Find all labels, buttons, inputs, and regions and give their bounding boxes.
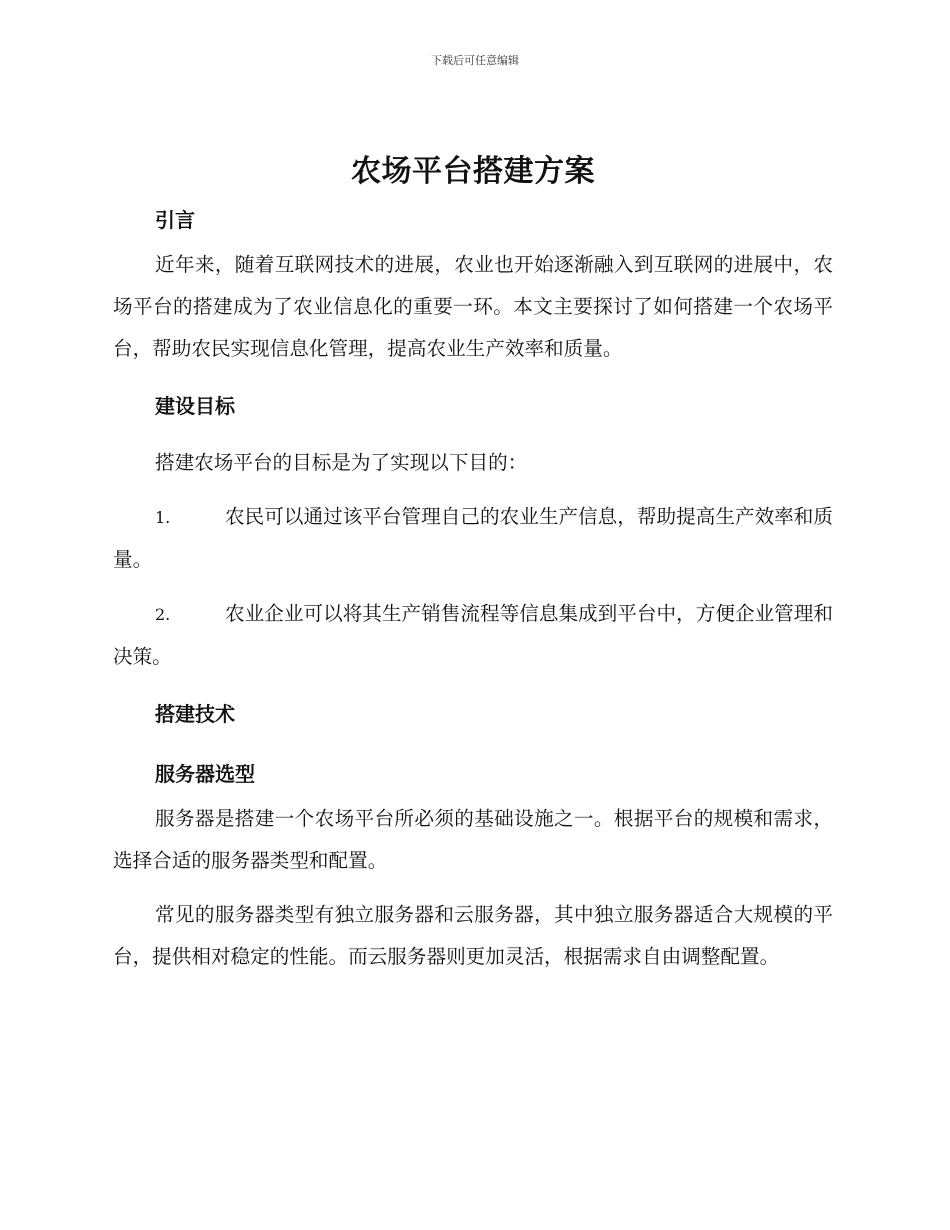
spacer xyxy=(113,678,833,690)
server-paragraph-1: 服务器是搭建一个农场平台所必须的基础设施之一。根据平台的规模和需求，选择合适的服务器类型和配置。 xyxy=(113,807,833,872)
list-number: 1. xyxy=(155,508,171,527)
document-title: 农场平台搭建方案 xyxy=(351,154,595,189)
spacer xyxy=(113,370,833,382)
intro-paragraph: 近年来，随着互联网技术的进展，农业也开始逐渐融入到互联网的进展中，农场平台的搭建成为了农业信息化的重要一环。本文主要探讨了如何搭建一个农场平台，帮助农民实现信息化管理，提高农业生产效率和质量。 xyxy=(113,253,833,360)
spacer xyxy=(113,738,833,750)
list-item xyxy=(113,593,833,678)
list-item xyxy=(113,496,833,581)
server-heading: 服务器选型 xyxy=(155,762,255,786)
tech-heading: 搭建技术 xyxy=(155,702,235,726)
list-number: 2. xyxy=(155,605,171,624)
document-body xyxy=(113,148,833,978)
spacer xyxy=(113,430,833,442)
goal-heading: 建设目标 xyxy=(155,394,235,418)
header-note: 下载后可任意编辑 xyxy=(431,54,519,67)
goal-paragraph: 搭建农场平台的目标是为了实现以下目的： xyxy=(155,451,528,474)
spacer xyxy=(113,484,833,496)
intro-heading: 引言 xyxy=(155,208,195,232)
list-text: 农民可以通过该平台管理自己的农业生产信息，帮助提高生产效率和质量。 xyxy=(113,505,833,571)
spacer xyxy=(113,882,833,894)
spacer xyxy=(113,581,833,593)
list-text: 农业企业可以将其生产销售流程等信息集成到平台中，方便企业管理和决策。 xyxy=(113,602,833,668)
server-paragraph-2: 常见的服务器类型有独立服务器和云服务器，其中独立服务器适合大规模的平台，提供相对稳定的性能。而云服务器则更加灵活，根据需求自由调整配置。 xyxy=(113,903,833,968)
